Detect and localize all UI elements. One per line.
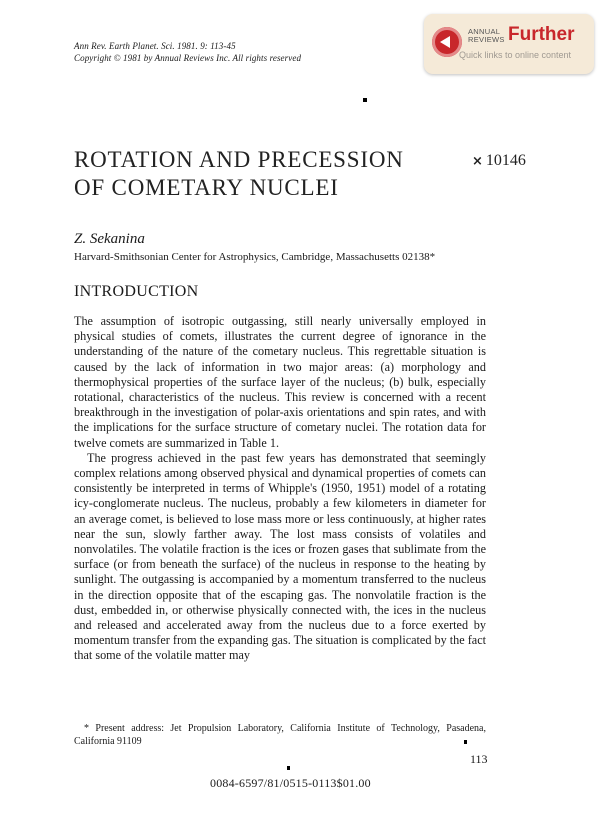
badge-annual-label: ANNUAL	[468, 27, 501, 36]
title-line-1: ROTATION AND PRECESSION	[74, 147, 404, 172]
scan-speck	[464, 740, 467, 744]
body-text	[74, 314, 486, 664]
footnote-text: * Present address: Jet Propulsion Laboratory, California Institute of Technology, Pasadena, California 91109	[74, 723, 486, 747]
further-badge[interactable]	[424, 14, 594, 74]
journal-line-1: Ann Rev. Earth Planet. Sci. 1981. 9: 113-45	[74, 41, 236, 51]
footnote	[74, 723, 486, 748]
author-affiliation: Harvard-Smithsonian Center for Astrophysics, Cambridge, Massachusetts 02138*	[74, 251, 436, 263]
journal-citation	[74, 41, 301, 64]
paragraph-2: The progress achieved in the past few years has demonstrated that seemingly complex relations among observed physical and dynamical properties of comets can consistently be interpreted in terms of Whipple's (1950, 1951) model of a rotating icy-conglomerate nucleus. The nucleus, probably a few kilometers in diameter for an average comet, is believed to lose mass more or less continuously, at higher rates near the sun, slowly farther away. The lost mass consists of volatiles and nonvolatiles. The volatile fraction is the ices or frozen gases that sublimate from the surface (or from beneath the surface) of the nucleus in response to the heating by sunlight. The outgassing is accompanied by a momentum transferred to the nucleus in the direction opposite that of the escaping gas. The nonvolatile fraction is the dust, embedded in, or otherwise physically connected with, the ices in the nucleus and released and accelerated away from the nucleus due to a force exerted by momentum transfer from the expanding gas. The situation is complicated by the fact that some of the volatile matter may	[74, 450, 486, 663]
price-code: 0084-6597/81/0515-0113$01.00	[210, 776, 371, 790]
paragraph-1: The assumption of isotropic outgassing, still nearly universally employed in physical studies of comets, illustrates the current degree of ignorance in the understanding of the nature of the cometary nucleus. This regrettable situation is caused by the lack of information in two major areas: (a) morphology and thermophysical properties of the surface layer of the nucleus; (b) bulk, especially rotational, characteristics of the nucleus. This review is concerned with a recent breakthrough in the investigation of polar-axis orientations and spin rates, and with the implications for the surface structure of cometary nuclei. The rotation data for twelve comets are summarized in Table 1.	[74, 314, 486, 450]
article-code-number: 10146	[485, 152, 526, 169]
badge-reviews-label: REVIEWS	[468, 35, 505, 44]
badge-subtitle: Quick links to online content	[459, 50, 572, 60]
title-line-2: OF COMETARY NUCLEI	[74, 175, 339, 200]
page-number: 113	[470, 752, 488, 766]
author-name: Z. Sekanina	[74, 231, 145, 247]
badge-further-label: Further	[508, 24, 575, 45]
article-title	[74, 146, 404, 202]
scan-speck	[287, 766, 290, 770]
badge-publisher	[468, 28, 505, 44]
scan-speck	[363, 98, 367, 102]
arrow-icon	[432, 27, 462, 57]
journal-line-2: Copyright © 1981 by Annual Reviews Inc. All rights reserved	[74, 52, 302, 63]
article-code	[472, 152, 526, 170]
section-heading: INTRODUCTION	[74, 283, 199, 300]
cross-icon: ×	[472, 154, 483, 169]
